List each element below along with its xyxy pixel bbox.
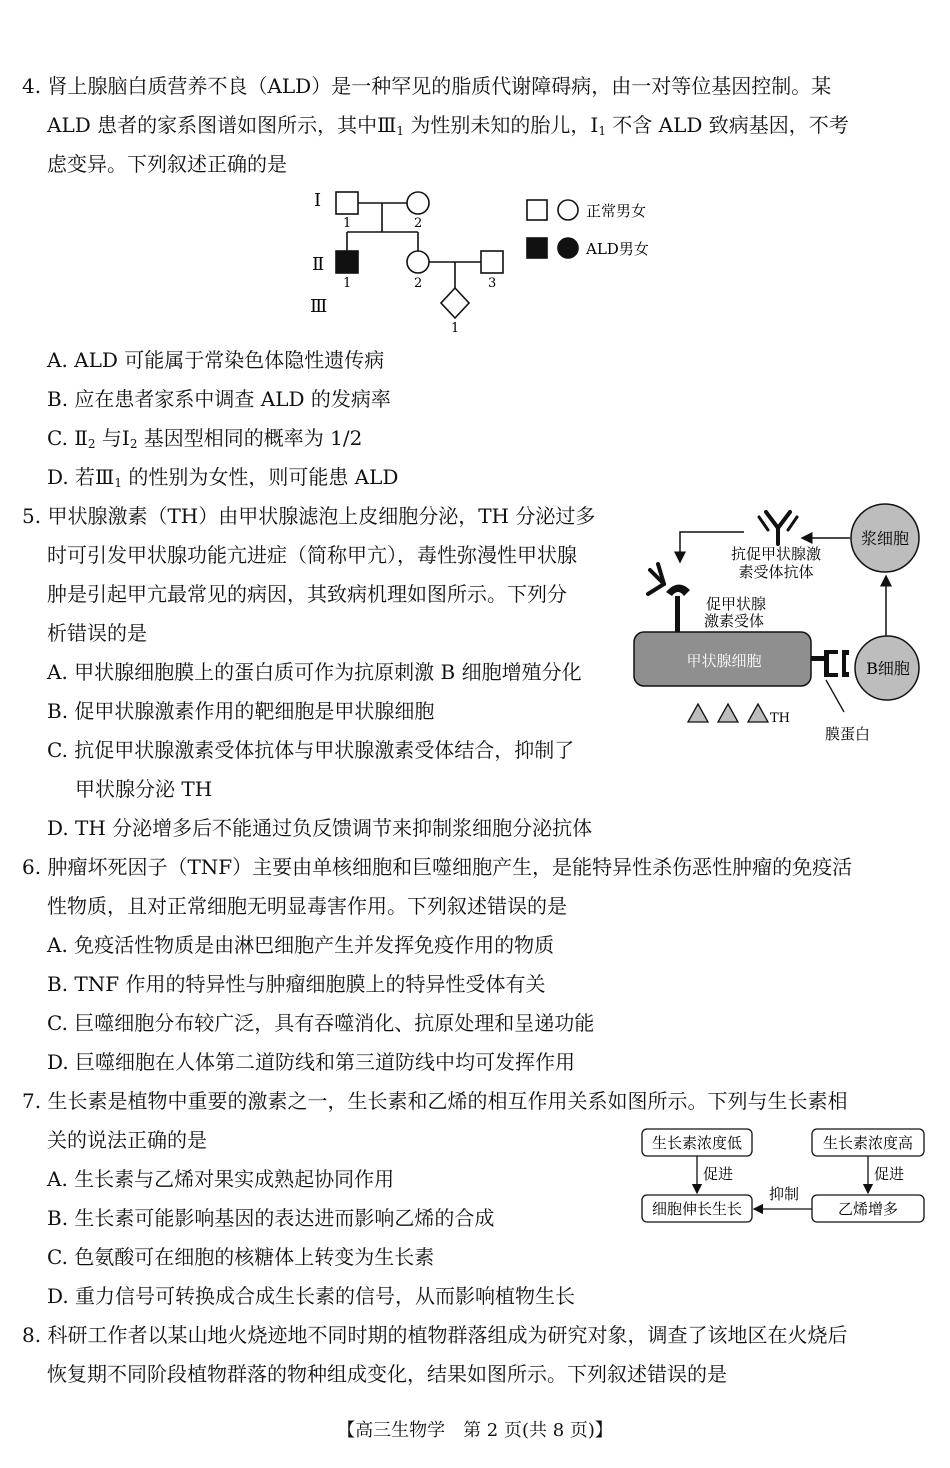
ethylene-label: 乙烯增多	[837, 1200, 899, 1218]
legend-normal-male-icon	[527, 200, 547, 220]
q6-option-c: C. 巨噬细胞分布较广泛，具有吞噬消化、抗原处理和呈递功能	[47, 1011, 595, 1035]
gen-label-iii: Ⅲ	[310, 296, 328, 317]
q5-option-c-line1: C. 抗促甲状腺激素受体抗体与甲状腺激素受体结合，抑制了	[47, 738, 575, 762]
low-auxin-label: 生长素浓度低	[651, 1134, 743, 1152]
q4-optc-part: C. Ⅱ	[47, 426, 88, 450]
label-ii1: 1	[343, 276, 352, 291]
auxin-ethylene-figure	[636, 1124, 930, 1230]
q5-stem-line1: 5. 甲状腺激素（TH）由甲状腺滤泡上皮细胞分泌，TH 分泌过多	[22, 504, 596, 528]
membrane-protein-label: 膜蛋白	[825, 725, 871, 743]
cell-elongation-label: 细胞伸长生长	[651, 1200, 743, 1218]
q4-option-d	[47, 465, 398, 495]
q4-sub: 1	[396, 124, 405, 138]
q4-option-a: A. ALD 可能属于常染色体隐性遗传病	[47, 348, 385, 372]
bound-antibody-icon	[648, 564, 664, 594]
page-footer: 【高三生物学 第 2 页(共 8 页)】	[337, 1420, 613, 1441]
q6-stem-line2: 性物质，且对正常细胞无明显毒害作用。下列叙述错误的是	[47, 894, 567, 918]
q6-stem-line1: 6. 肿瘤坏死因子（TNF）主要由单核细胞和巨噬细胞产生，是能特异性杀伤恶性肿瘤的免疫活	[22, 855, 853, 879]
q4-optc-part: 与Ⅰ	[95, 426, 130, 450]
thyroid-cell-label: 甲状腺细胞	[686, 652, 762, 670]
q7-option-d: D. 重力信号可转换成合成生长素的信号，从而影响植物生长	[47, 1284, 576, 1308]
q7-option-c: C. 色氨酸可在细胞的核糖体上转变为生长素	[47, 1245, 435, 1269]
legend-normal-label: 正常男女	[586, 202, 647, 220]
q4-option-c	[47, 426, 362, 456]
q5-stem-line4: 析错误的是	[47, 621, 147, 645]
q5-option-b: B. 促甲状腺激素作用的靶细胞是甲状腺细胞	[47, 699, 435, 723]
q6-option-d: D. 巨噬细胞在人体第二道防线和第三道防线中均可发挥作用	[47, 1050, 576, 1074]
promote-label-left: 促进	[703, 1165, 734, 1183]
q5-option-a: A. 甲状腺细胞膜上的蛋白质可作为抗原刺激 B 细胞增殖分化	[47, 660, 582, 684]
receptor-label-2: 激素受体	[704, 612, 765, 630]
q4-stem-line2	[47, 113, 849, 143]
q5-stem-line3: 肿是引起甲亢最常见的病因，其致病机理如图所示。下列分	[47, 582, 567, 606]
i2-normal-female	[407, 192, 429, 214]
th-triangle-2	[718, 704, 738, 722]
legend-ald-male-icon	[527, 238, 547, 258]
legend-normal-female-icon	[558, 200, 578, 220]
legend-ald-label: ALD男女	[586, 240, 649, 258]
th-triangle-3	[748, 704, 768, 722]
inhibit-label: 抑制	[769, 1185, 800, 1203]
i1-normal-male	[336, 192, 358, 214]
ii1-ald-male	[336, 251, 358, 273]
label-i1: 1	[343, 216, 352, 231]
q7-stem-line2: 关的说法正确的是	[47, 1128, 207, 1152]
q6-option-b: B. TNF 作用的特异性与肿瘤细胞膜上的特异性受体有关	[47, 972, 546, 996]
plasma-cell-label: 浆细胞	[860, 529, 910, 548]
q4-optd-part: D. 若Ⅲ	[47, 465, 115, 489]
th-triangle-1	[688, 704, 708, 722]
q4-stem-line1: 4. 肾上腺脑白质营养不良（ALD）是一种罕见的脂质代谢障碍病，由一对等位基因控制。某	[22, 74, 832, 98]
membrane-protein-icon	[811, 650, 849, 677]
ii3-normal-male	[481, 251, 503, 273]
legend-ald-female-icon	[558, 238, 578, 258]
iii1-unknown-sex-fetus	[441, 288, 469, 318]
tsh-receptor-icon	[666, 584, 690, 596]
ii2-normal-female	[407, 251, 429, 273]
gen-label-i: Ⅰ	[314, 190, 322, 211]
q4-stem-line3: 虑变异。下列叙述正确的是	[47, 152, 287, 176]
q4-sub: 1	[114, 476, 122, 490]
q4-optc-part: 基因型相同的概率为 1/2	[137, 426, 363, 450]
q6-option-a: A. 免疫活性物质是由淋巴细胞产生并发挥免疫作用的物质	[47, 933, 555, 957]
q4-sub: 1	[598, 124, 606, 138]
label-iii1: 1	[451, 321, 460, 336]
q5-stem-line2: 时可引发甲状腺功能亢进症（简称甲亢），毒性弥漫性甲状腺	[47, 543, 577, 567]
q8-stem-line2: 恢复期不同阶段植物群落的物种组成变化，结果如图所示。下列叙述错误的是	[47, 1362, 727, 1386]
q4-sub: 2	[87, 437, 96, 451]
q4-line2-part: 为性别未知的胎儿，Ⅰ	[404, 113, 599, 137]
antibody-label-2: 素受体抗体	[738, 563, 814, 581]
label-i2: 2	[414, 216, 423, 231]
q8-stem-line1: 8. 科研工作者以某山地火烧迹地不同时期的植物群落组成为研究对象，调查了该地区在火烧后	[22, 1323, 848, 1347]
pedigree-figure	[300, 180, 680, 340]
receptor-label-1: 促甲状腺	[706, 595, 767, 613]
q7-stem-line1: 7. 生长素是植物中重要的激素之一，生长素和乙烯的相互作用关系如图所示。下列与生长素相	[22, 1089, 848, 1113]
q7-option-a: A. 生长素与乙烯对果实成熟起协同作用	[47, 1167, 395, 1191]
antibody-label-1: 抗促甲状腺激	[730, 545, 822, 563]
th-label: TH	[770, 711, 791, 726]
q4-line2-part: 不含 ALD 致病基因，不考	[605, 113, 849, 137]
q7-option-b: B. 生长素可能影响基因的表达进而影响乙烯的合成	[47, 1206, 495, 1230]
thyroid-mechanism-figure	[628, 492, 930, 747]
q4-optd-part: 的性别为女性，则可能患 ALD	[121, 465, 399, 489]
antibody-icon	[759, 512, 797, 544]
label-ii2: 2	[414, 276, 423, 291]
gen-label-ii: Ⅱ	[312, 254, 325, 275]
q4-line2-part: ALD 患者的家系图谱如图所示，其中Ⅲ	[47, 113, 397, 137]
q5-option-d: D. TH 分泌增多后不能通过负反馈调节来抑制浆细胞分泌抗体	[47, 816, 593, 840]
q4-option-b: B. 应在患者家系中调查 ALD 的发病率	[47, 387, 391, 411]
high-auxin-label: 生长素浓度高	[822, 1134, 914, 1152]
q5-option-c-line2: 甲状腺分泌 TH	[75, 777, 213, 801]
b-cell-label: B细胞	[866, 659, 910, 678]
label-ii3: 3	[488, 276, 497, 291]
q4-sub: 2	[129, 437, 138, 451]
promote-label-right: 促进	[874, 1165, 905, 1183]
